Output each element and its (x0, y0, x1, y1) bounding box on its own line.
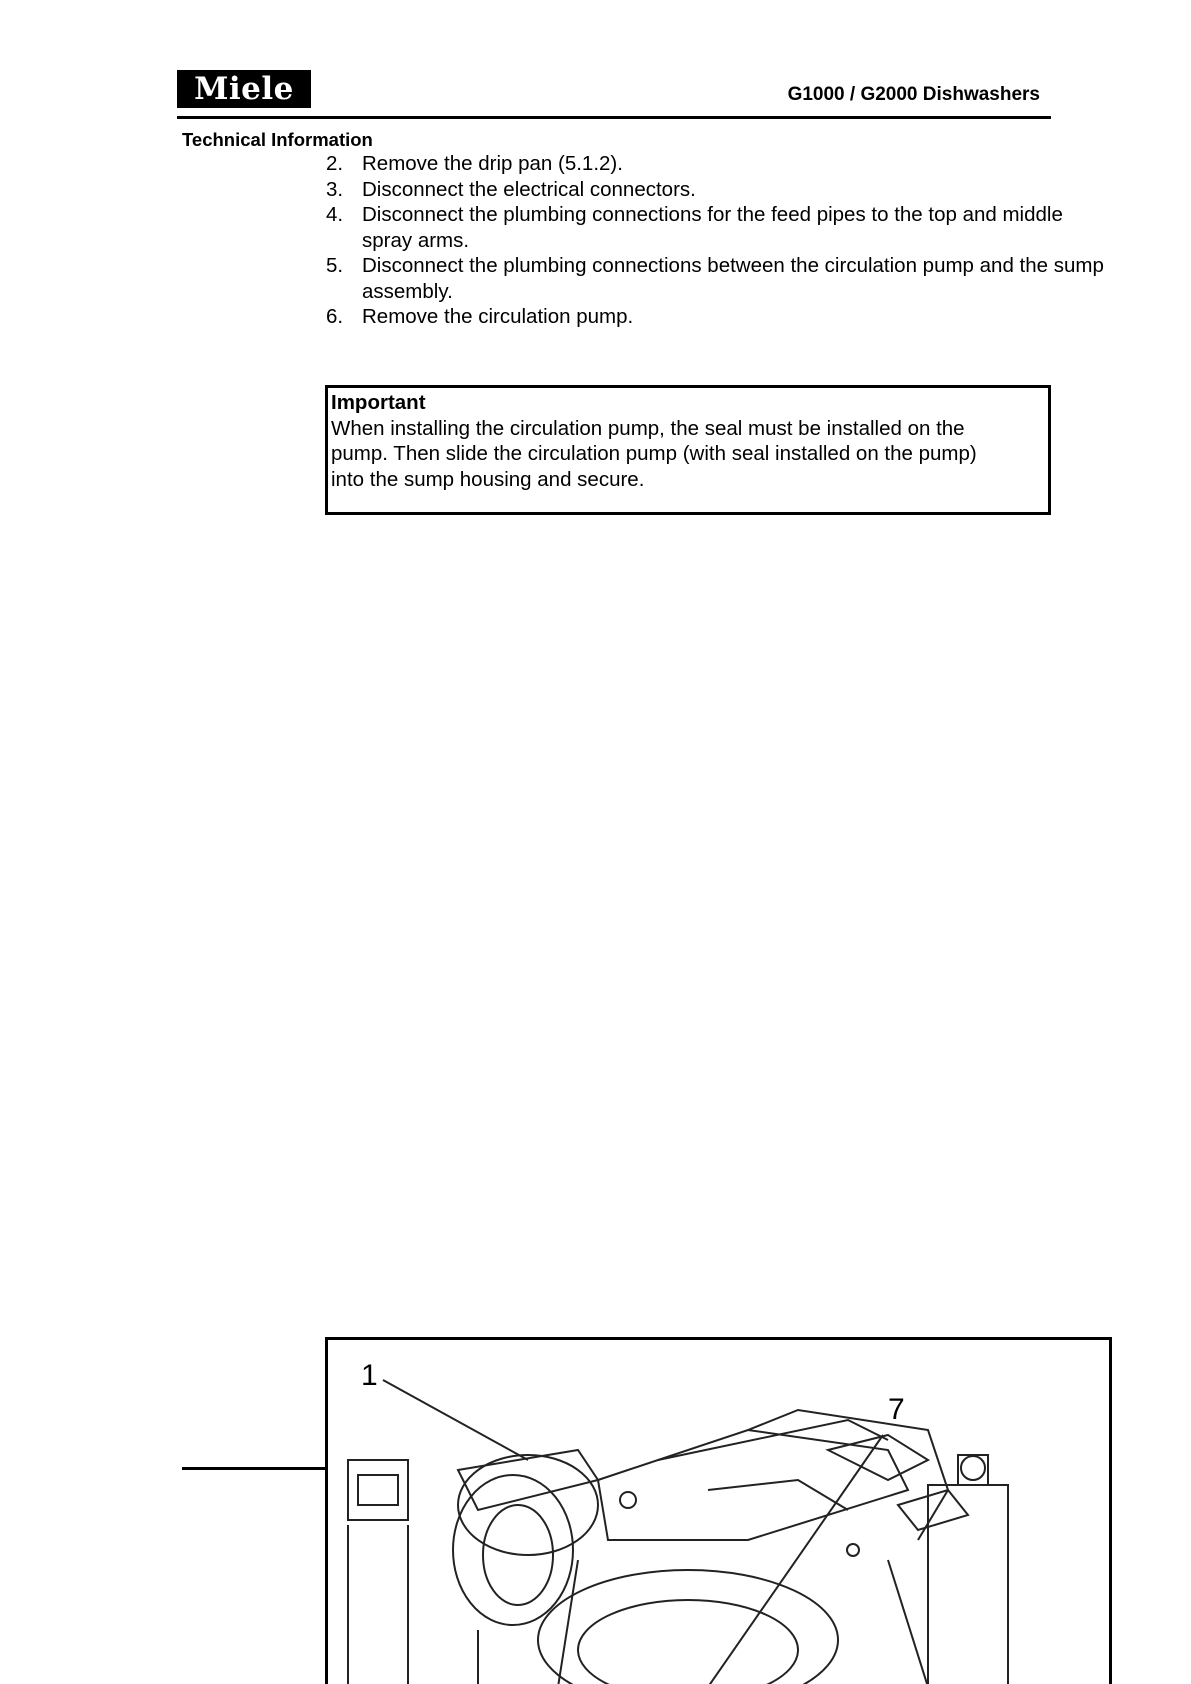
document-title: G1000 / G2000 Dishwashers (787, 84, 1040, 105)
step-item (326, 202, 1126, 253)
logo-text: Miele (194, 70, 294, 107)
callout-1-leader (383, 1380, 528, 1460)
step-text: Disconnect the plumbing connections for the feed pipes to the top and middle spray arms. (362, 203, 1063, 252)
step-number: 2. (326, 152, 344, 175)
important-note (325, 385, 1051, 515)
callout-7: 7 (888, 1393, 905, 1426)
step-item (326, 177, 1126, 203)
step-number: 4. (326, 203, 344, 226)
procedure-steps (326, 151, 1126, 330)
pump-assembly-figure (325, 1337, 1112, 1684)
step-item (326, 253, 1126, 304)
step-number: 5. (326, 254, 344, 277)
step-text: Remove the drip pan (5.1.2). (362, 152, 623, 175)
step-text: Disconnect the plumbing connections between the circulation pump and the sump assembly. (362, 254, 1104, 303)
header-divider (177, 116, 1051, 119)
step-number: 3. (326, 177, 344, 201)
callout-1: 1 (361, 1359, 378, 1392)
miele-logo (177, 70, 311, 108)
callout-7-leader (708, 1435, 883, 1684)
section-label: Technical Information (182, 129, 373, 150)
step-text: Disconnect the electrical connectors. (362, 177, 696, 201)
note-body: When installing the circulation pump, the seal must be installed on the pump. Then slide the circulation pump (with seal installed on the pump) into the sump housing and secure. (331, 416, 977, 491)
step-item (326, 151, 1126, 177)
margin-marker-line (182, 1467, 343, 1470)
pump-drawing (328, 1340, 1112, 1684)
step-text: Remove the circulation pump. (362, 305, 634, 328)
step-number: 6. (326, 305, 344, 328)
note-title: Important (331, 391, 426, 414)
step-item (326, 304, 1126, 330)
